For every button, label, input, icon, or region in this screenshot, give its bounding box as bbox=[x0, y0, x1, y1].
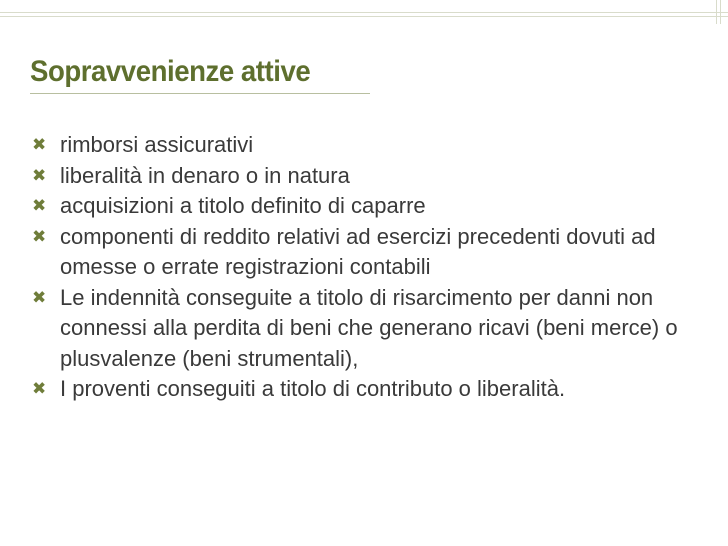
bullet-item bbox=[30, 161, 710, 192]
x-mark-icon: ✖ bbox=[32, 135, 47, 154]
title-underline bbox=[30, 93, 370, 94]
frame-line bbox=[720, 0, 721, 24]
bullet-item bbox=[30, 283, 710, 375]
x-mark-icon: ✖ bbox=[32, 196, 47, 215]
bullet-item bbox=[30, 191, 710, 222]
slide-frame-decoration bbox=[0, 0, 728, 24]
frame-line bbox=[0, 12, 728, 13]
bullet-text: liberalità in denaro o in natura bbox=[60, 162, 350, 188]
bullet-text: acquisizioni a titolo definito di caparre bbox=[60, 193, 426, 218]
bullet-item bbox=[30, 130, 710, 161]
bullet-text: Le indennità conseguite a titolo di risarcimento per danni non connessi alla perdita di beni che generano ricavi (beni merce) o plusvalenze (beni strumentali), bbox=[60, 284, 678, 371]
frame-line bbox=[716, 0, 717, 24]
bullet-text: rimborsi assicurativi bbox=[60, 132, 254, 157]
bullet-item bbox=[30, 374, 710, 405]
bullet-item bbox=[30, 222, 710, 283]
bullet-list bbox=[30, 130, 710, 405]
x-mark-icon: ✖ bbox=[32, 379, 47, 398]
x-mark-icon: ✖ bbox=[32, 287, 47, 307]
x-mark-icon: ✖ bbox=[32, 165, 47, 185]
x-mark-icon: ✖ bbox=[32, 226, 47, 246]
slide-title: Sopravvenienze attive bbox=[30, 55, 311, 88]
bullet-text: componenti di reddito relativi ad esercizi precedenti dovuti ad omesse o errate registrazioni contabili bbox=[60, 223, 656, 279]
frame-line bbox=[0, 16, 728, 17]
bullet-text: I proventi conseguiti a titolo di contributo o liberalità. bbox=[60, 376, 566, 401]
